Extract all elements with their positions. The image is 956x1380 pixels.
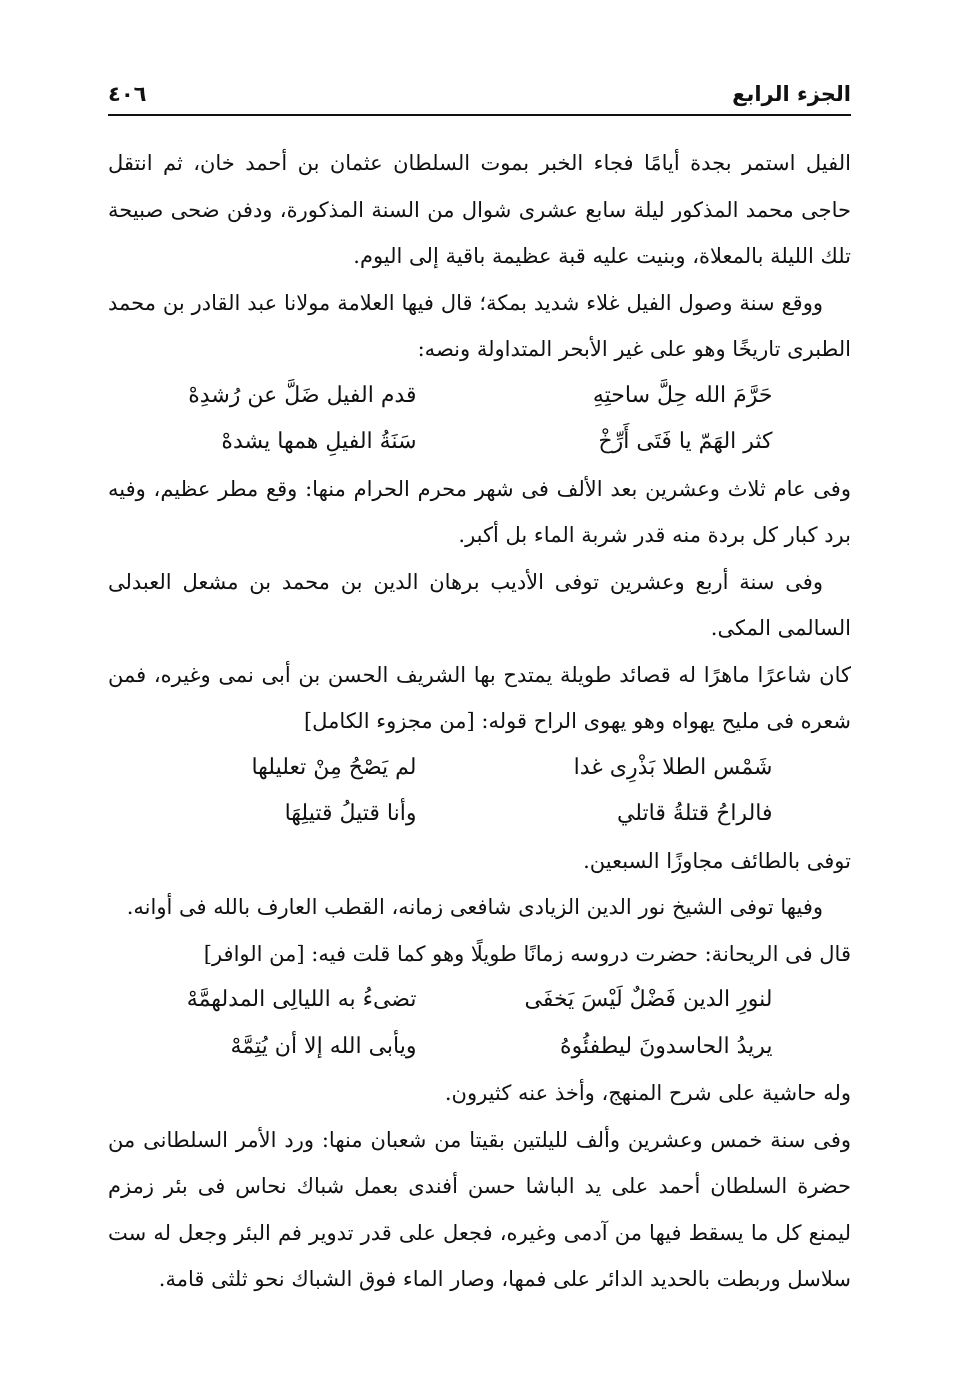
verse-line — [108, 745, 851, 792]
verse-second-hemistich: سَنَةُ الفيلِ همها يشدهْ — [221, 429, 417, 454]
verse-first-hemistich: كثر الهَمّ يا فَتَى أَرِّخْ — [598, 429, 773, 454]
paragraph: قال فى الريحانة: حضرت دروسه زمانًا طويلًا وهو كما قلت فيه: [من الوافر] — [203, 941, 851, 966]
verse-second-hemistich: ويأبى الله إلا أن يُتِمَّهْ — [230, 1033, 417, 1059]
paragraph: وفى سنة أربع وعشرين توفى الأديب برهان الدين بن محمد بن مشعل العبدلى السالمى المكى. — [108, 569, 851, 640]
verse-second-hemistich: تضىءُ به الليالِى المدلهمَّهْ — [186, 987, 417, 1012]
verse-first-hemistich: لنورِ الدين فَضْلٌ لَيْسَ يَخفَى — [524, 987, 773, 1012]
verse-line — [108, 791, 851, 838]
page-number: ٤٠٦ — [108, 82, 147, 106]
paragraph: كان شاعرًا ماهرًا له قصائد طويلة يمتدح بها الشريف الحسن بن أبى نمى وغيره، فمن شعره فى مليح يهواه وهو يهوى الراح قوله: [من مجزوء الكامل] — [108, 662, 851, 733]
page-title: الجزء الرابع — [732, 82, 851, 106]
paragraph: توفى بالطائف مجاوزًا السبعين. — [583, 848, 851, 873]
paragraph: ووقع سنة وصول الفيل غلاء شديد بمكة؛ قال فيها العلامة مولانا عبد القادر بن محمد الطبرى تاريخًا وهو على غير الأبحر المتداولة ونصه: — [108, 290, 851, 361]
paragraph: الفيل استمر بجدة أيامًا فجاء الخبر بموت السلطان عثمان بن أحمد خان، ثم انتقل حاجى محمد المذكور ليلة سابع عشرى شوال من السنة المذكورة، ودفن ضحى صبيحة تلك الليلة بالمعلاة، وبنيت عليه قبة عظيمة باقية إلى اليوم. — [108, 151, 851, 268]
verse-first-hemistich: فالراحُ قتلةُ قاتلي — [616, 801, 773, 826]
verse-line — [108, 419, 851, 466]
paragraph: وفى عام ثلاث وعشرين بعد الألف فى شهر محرم الحرام منها: وقع مطر عظيم، وفيه برد كبار كل بردة منه قدر شربة الماء بل أكبر. — [108, 476, 851, 547]
verse-first-hemistich: شَمْس الطلا بَذْرِى غدا — [573, 754, 773, 780]
verse-second-hemistich: قدم الفيل ضَلَّ عن رُشدِهْ — [188, 382, 417, 408]
verse-first-hemistich: حَرَّمَ الله حِلَّ ساحتِهِ — [592, 382, 773, 408]
paragraph: وله حاشية على شرح المنهج، وأخذ عنه كثيرون. — [444, 1081, 851, 1105]
paragraph: وفى سنة خمس وعشرين وألف لليلتين بقيتا من شعبان منها: ورد الأمر السلطانى من حضرة السلطان أحمد على يد الباشا حسن أفندى بعمل شباك نحاس فى بئر زمزم ليمنع كل ما يسقط فيها من آدمى وغيره، فجعل على قدر تدوير فم البئر وجعل له ست سلاسل وربطت بالحديد الدائر على فمها، وصار الماء فوق الشباك نحو ثلثى قامة. — [108, 1127, 851, 1291]
verse-line — [108, 1024, 851, 1071]
verse-line — [108, 373, 851, 420]
verse-second-hemistich: لم يَصْحُ مِنْ تعليلها — [251, 754, 417, 780]
verse-line — [108, 977, 851, 1024]
verse-first-hemistich: يريدُ الحاسدونَ ليطفئُوهُ — [560, 1033, 773, 1059]
verse-second-hemistich: وأنا قتيلُ قتيلِهَا — [284, 801, 417, 826]
page-header — [108, 72, 851, 116]
page-body — [108, 140, 851, 1303]
paragraph: وفيها توفى الشيخ نور الدين الزيادى شافعى زمانه، القطب العارف بالله فى أوانه. — [126, 895, 823, 919]
